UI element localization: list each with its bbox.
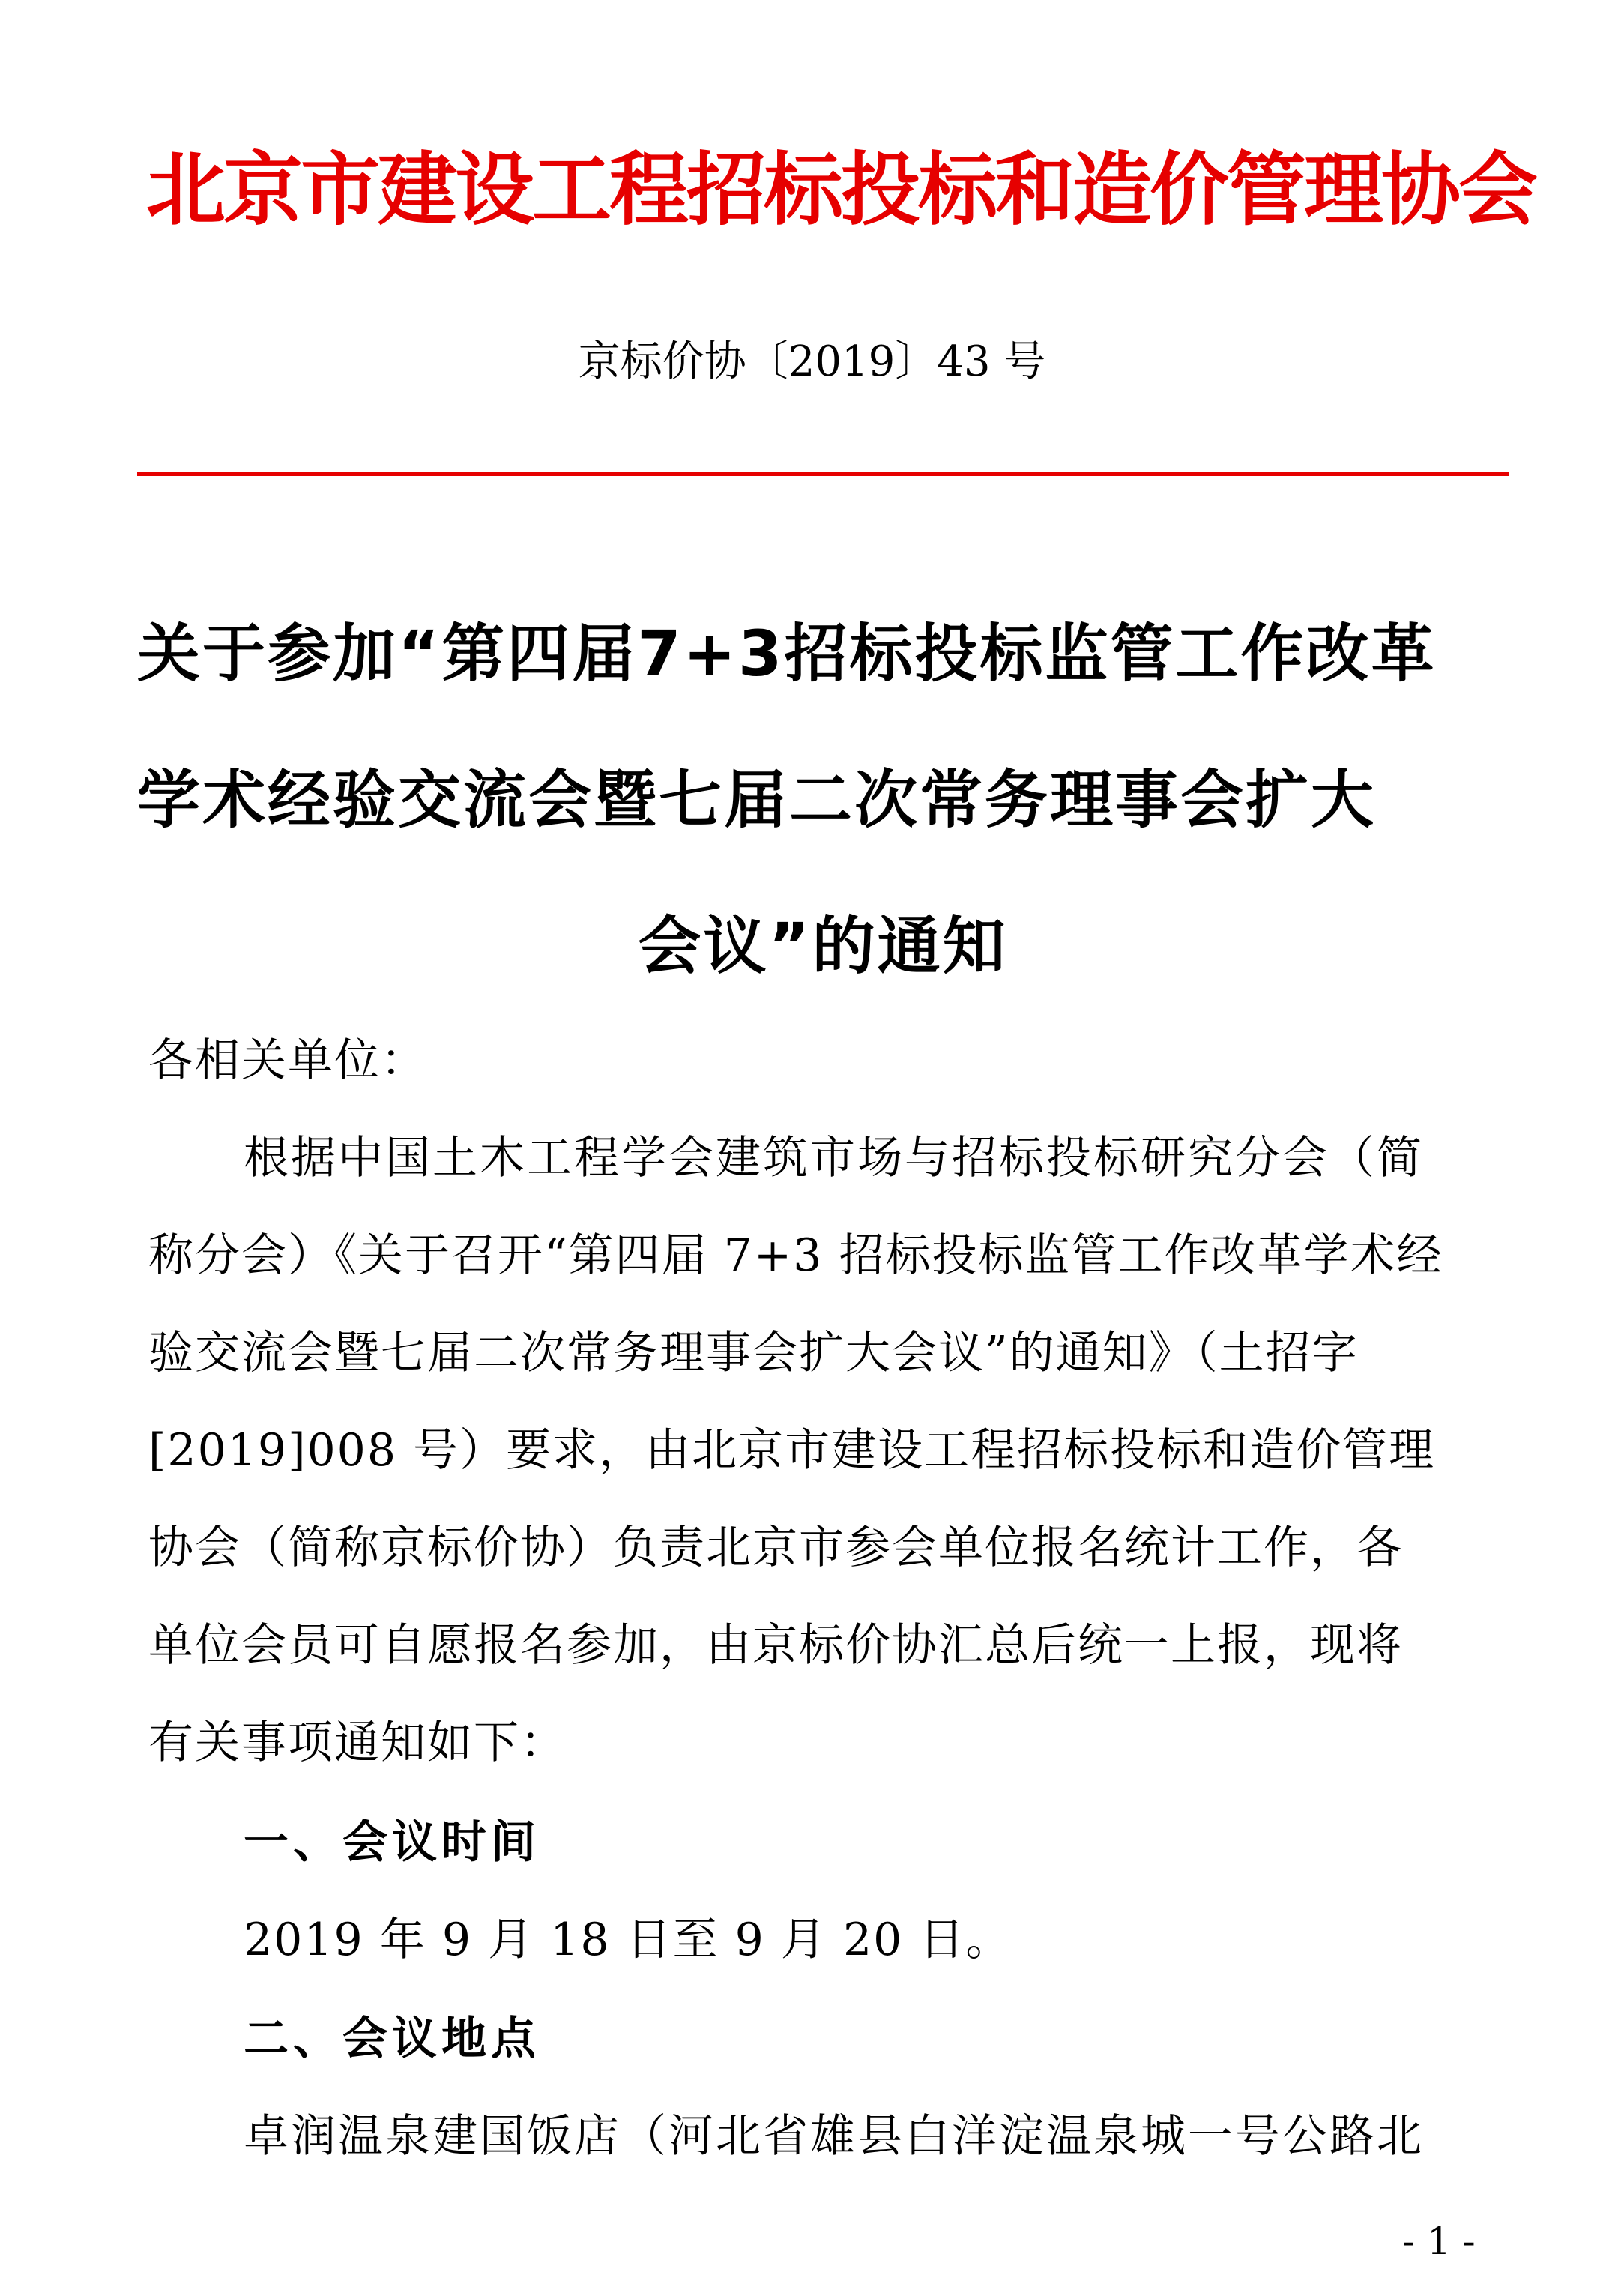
section-heading-meeting-time: 一、会议时间 xyxy=(244,1816,540,1869)
paragraph-line-3: 验交流会暨七届二次常务理事会扩大会议”的通知》（土招字 xyxy=(148,1327,1359,1379)
document-number: 京标价协〔2019〕43 号 xyxy=(578,337,1046,386)
paragraph-line-1: 根据中国土木工程学会建筑市场与招标投标研究分会（简 xyxy=(244,1132,1424,1184)
meeting-time-text: 2019 年 9 月 18 日至 9 月 20 日。 xyxy=(244,1914,1012,1966)
red-header-divider xyxy=(137,472,1509,476)
section-heading-meeting-location: 二、会议地点 xyxy=(244,2013,540,2065)
page-number: - 1 - xyxy=(1402,2220,1476,2263)
paragraph-line-2: 称分会）《关于召开“第四届 7+3 招标投标监管工作改革学术经 xyxy=(148,1229,1443,1282)
notice-title-line-1: 关于参加“第四届7+3招标投标监管工作改革 xyxy=(137,617,1437,690)
paragraph-line-4: [2019]008 号）要求，由北京市建设工程招标投标和造价管理 xyxy=(148,1424,1436,1477)
paragraph-line-7: 有关事项通知如下： xyxy=(148,1717,567,1769)
organization-name: 北京市建设工程招标投标和造价管理协会 xyxy=(146,142,1536,236)
notice-title-line-2: 学术经验交流会暨七届二次常务理事会扩大 xyxy=(137,763,1377,837)
meeting-location-text: 卓润温泉建国饭店（河北省雄县白洋淀温泉城一号公路北 xyxy=(244,2110,1424,2163)
paragraph-line-6: 单位会员可自愿报名参加，由京标价协汇总后统一上报，现将 xyxy=(148,1619,1403,1672)
paragraph-line-5: 协会（简称京标价协）负责北京市参会单位报名统计工作，各 xyxy=(148,1522,1403,1574)
salutation: 各相关单位： xyxy=(148,1034,427,1087)
notice-title-line-3: 会议”的通知 xyxy=(638,909,1008,983)
